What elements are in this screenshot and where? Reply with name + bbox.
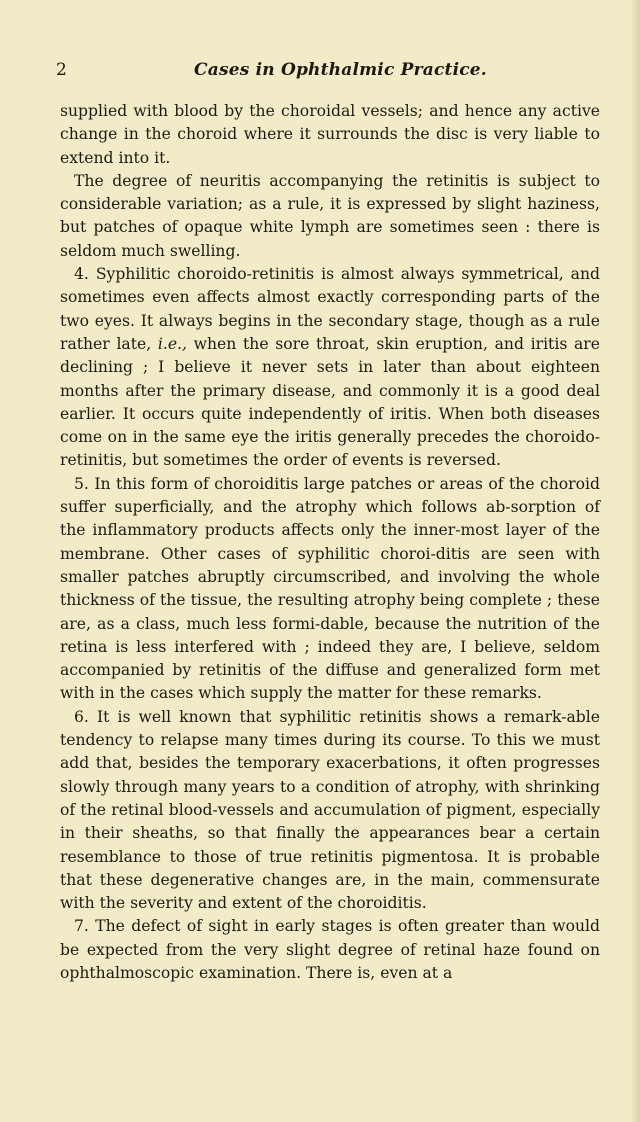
paragraph-4-symmetry — [60, 263, 600, 473]
page-number: 2 — [56, 60, 67, 80]
paragraph-7-sight-defect: 7. The defect of sight in early stages is often greater than would be expected from the very slight degree of retinal haze found on ophthalmoscopic examination. There is, even at a — [60, 917, 600, 982]
paragraph-neuritis: The degree of neuritis accompanying the retinitis is subject to considerable variation; as a rule, it is expressed by slight haziness, but patches of opaque white lymph are sometimes seen : there is seldom much swelling. — [60, 171, 600, 260]
body-text — [60, 100, 600, 985]
page-edge-shadow — [630, 0, 640, 1122]
paragraph-6-relapse: 6. It is well known that syphilitic retinitis shows a remark-able tendency to relapse many times during its course. To this we must add that, besides the temporary exacerbations, it often progresses slowly through many years to a condition of atrophy, with shrinking of the retinal blood-vessels and accumulation of pigment, especially in their sheaths, so that finally the appearances bear a certain resemblance to those of true retinitis pigmentosa. It is probable that these degenerative changes are, in the main, commensurate with the severity and extent of the choroiditis. — [60, 707, 600, 913]
paragraph-4-text-c: when the sore throat, skin eruption, and iritis are declining ; I believe it never sets in later than about eighteen months after the primary disease, and commonly it is a good deal earlier. It occurs quite independently of iritis. When both diseases come on in the same eye the iritis generally precedes the choroido-retinitis, but sometimes the order of events is reversed. — [60, 334, 600, 470]
paragraph-4-text-a: 4. Syphilitic choroido-retinitis is almost always symmetrical, and sometimes even affects almost exactly corresponding parts of the two eyes. It always begins in the secondary stage, though as a rule rather late, — [60, 265, 600, 353]
running-head — [56, 60, 600, 84]
paragraph-continuation: supplied with blood by the choroidal vessels; and hence any active change in the choroid where it surrounds the disc is very liable to extend into it. — [60, 102, 600, 167]
running-title: Cases in Ophthalmic Practice. — [194, 60, 487, 80]
paragraph-4-ie: i.e., — [157, 334, 187, 353]
paragraph-5-choroiditis-forms: 5. In this form of choroiditis large patches or areas of the choroid suffer superficially, and the atrophy which follows ab-sorption of the inflammatory products affects only the inner-most layer of the membrane. Other cases of syphilitic choroi-ditis are seen with smaller patches abruptly circumscribed, and involving the whole thickness of the tissue, the resulting atrophy being complete ; these are, as a class, much less formi-dable, because the nutrition of the retina is less interfered with ; indeed they are, I believe, seldom accompanied by retinitis of the diffuse and generalized form met with in the cases which supply the matter for these remarks. — [60, 474, 600, 703]
